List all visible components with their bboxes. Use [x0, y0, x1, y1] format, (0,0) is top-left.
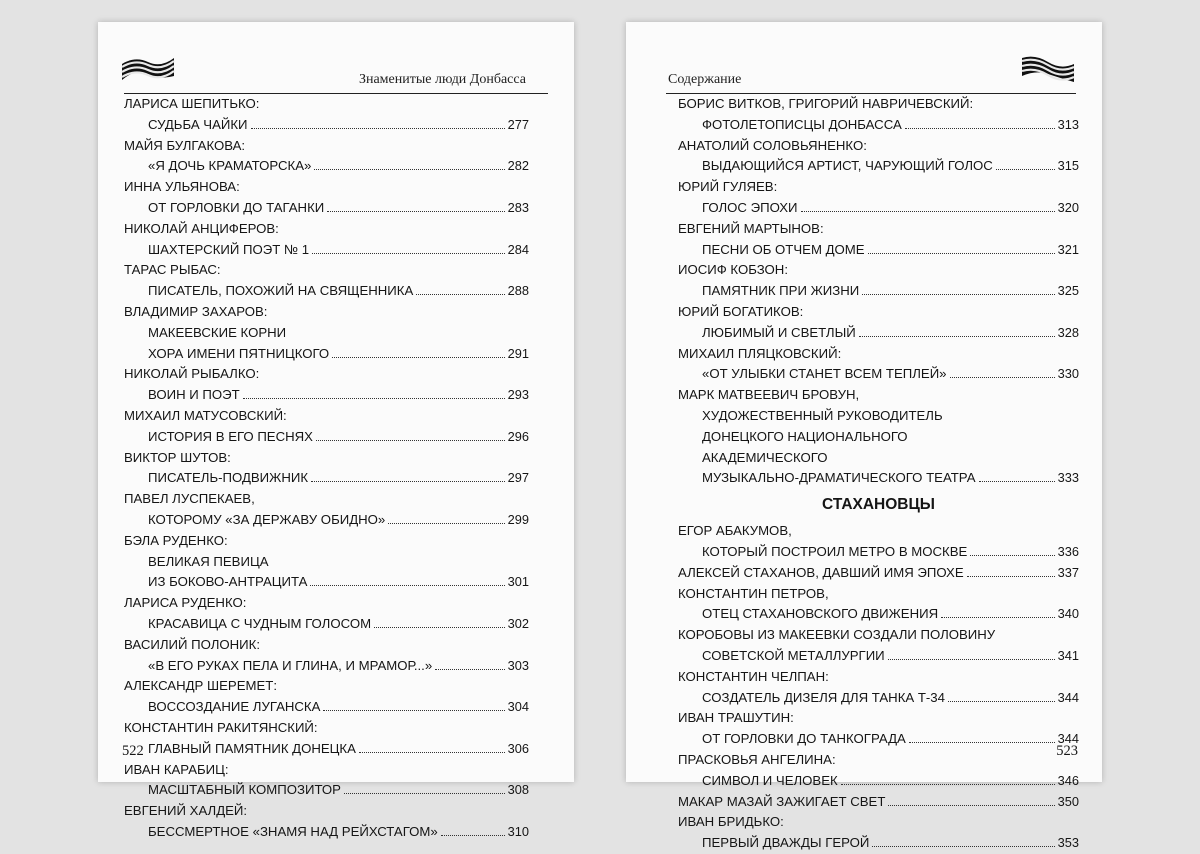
- toc-author-line: [678, 219, 1079, 240]
- toc-entry-text: ПАВЕЛ ЛУСПЕКАЕВ,: [124, 491, 255, 507]
- toc-entry-text: ОТ ГОРЛОВКИ ДО ТАГАНКИ: [148, 199, 325, 215]
- toc-page-number: 325: [1057, 283, 1079, 299]
- toc-entry-text: МИХАИЛ МАТУСОВСКИЙ:: [124, 407, 287, 423]
- toc-entry-text: ЛАРИСА ШЕПИТЬКО:: [124, 96, 260, 111]
- toc-entry-text: ХОРА ИМЕНИ ПЯТНИЦКОГО: [148, 345, 330, 361]
- toc-entry: [124, 572, 529, 593]
- toc-page-number: 315: [1057, 158, 1079, 174]
- page-number: 523: [1056, 743, 1078, 759]
- toc-entry: [678, 563, 1079, 584]
- toc-author-line: [678, 812, 1079, 833]
- dot-leader: [316, 427, 505, 441]
- toc-entry-text: ЕВГЕНИЙ МАРТЫНОВ:: [678, 220, 824, 236]
- dot-leader: [344, 780, 505, 794]
- toc-entry: [124, 697, 529, 718]
- toc-author-line: [678, 521, 1079, 542]
- toc-entry-text: ШАХТЕРСКИЙ ПОЭТ № 1: [148, 241, 310, 257]
- toc-entry: [678, 833, 1079, 854]
- toc-author-line: [678, 667, 1079, 688]
- toc-author-line: [124, 801, 529, 822]
- toc-entry: [124, 656, 529, 677]
- toc-page-number: 341: [1057, 647, 1079, 663]
- toc-entry-text: ЮРИЙ БОГАТИКОВ:: [678, 303, 804, 319]
- toc-entry-text: МИХАИЛ ПЛЯЦКОВСКИЙ:: [678, 345, 842, 361]
- toc-author-line: [124, 635, 529, 656]
- toc-entry-text: ГЛАВНЫЙ ПАМЯТНИК ДОНЕЦКА: [148, 740, 356, 756]
- toc-entry-text: СИМВОЛ И ЧЕЛОВЕК: [702, 772, 838, 788]
- st-george-ribbon-icon: [120, 52, 176, 88]
- dot-leader: [441, 822, 505, 836]
- toc-entry-text: СУДЬБА ЧАЙКИ: [148, 116, 248, 132]
- toc-entry-text: НИКОЛАЙ РЫБАЛКО:: [124, 366, 260, 382]
- toc-author-line: [678, 136, 1079, 157]
- toc-entry-text: БЭЛА РУДЕНКО:: [124, 532, 228, 548]
- dot-leader: [314, 156, 504, 170]
- toc-entry: [678, 771, 1079, 792]
- toc-page-number: 302: [507, 615, 529, 631]
- dot-leader: [905, 115, 1055, 129]
- toc-author-line: [124, 177, 529, 198]
- dot-leader: [435, 656, 504, 670]
- running-head: Знаменитые люди Донбасса: [358, 72, 526, 87]
- dot-leader: [374, 614, 505, 628]
- toc-author-line: [124, 718, 529, 739]
- toc-entry-text: ВАСИЛИЙ ПОЛОНИК:: [124, 636, 260, 652]
- toc-entry-text: ГОЛОС ЭПОХИ: [702, 199, 798, 215]
- dot-leader: [312, 240, 505, 254]
- toc-entry: [678, 156, 1079, 177]
- toc-page-number: 320: [1057, 199, 1079, 215]
- toc-author-line: [124, 302, 529, 323]
- toc-page-number: 328: [1057, 324, 1079, 340]
- toc-entry-text: АЛЕКСЕЙ СТАХАНОВ, ДАВШИЙ ИМЯ ЭПОХЕ: [678, 564, 964, 580]
- dot-leader: [859, 323, 1055, 337]
- toc-page-number: 353: [1057, 835, 1079, 851]
- toc-entry-text: ПЕРВЫЙ ДВАЖДЫ ГЕРОЙ: [702, 835, 870, 851]
- toc-author-line: [678, 406, 1079, 427]
- toc-author-line: [678, 708, 1079, 729]
- toc-entry-text: ИСТОРИЯ В ЕГО ПЕСНЯХ: [148, 428, 313, 444]
- toc-entry-text: ПАМЯТНИК ПРИ ЖИЗНИ: [702, 283, 860, 299]
- toc-page-number: 301: [507, 574, 529, 590]
- toc-entry-text: МУЗЫКАЛЬНО-ДРАМАТИЧЕСКОГО ТЕАТРА: [702, 470, 976, 486]
- dot-leader: [359, 739, 505, 753]
- toc-page-number: 291: [507, 345, 529, 361]
- toc-author-line: [124, 760, 529, 781]
- toc-entry-text: ТАРАС РЫБАС:: [124, 262, 221, 278]
- toc-author-line: [124, 448, 529, 469]
- dot-leader: [251, 115, 505, 129]
- toc-author-line: [678, 750, 1079, 771]
- toc-entry-text: ЮРИЙ ГУЛЯЕВ:: [678, 179, 778, 195]
- toc-entry-text: АНАТОЛИЙ СОЛОВЬЯНЕНКО:: [678, 137, 867, 153]
- toc-entry-text: КОНСТАНТИН ЧЕЛПАН:: [678, 668, 829, 684]
- dot-leader: [967, 563, 1055, 577]
- toc-entry-text: КОТОРЫЙ ПОСТРОИЛ МЕТРО В МОСКВЕ: [702, 543, 968, 559]
- toc-entry-text: ВИКТОР ШУТОВ:: [124, 449, 231, 465]
- toc-entry-text: СОВЕТСКОЙ МЕТАЛЛУРГИИ: [702, 647, 885, 663]
- toc-page-number: 304: [507, 699, 529, 715]
- toc-entry: [678, 240, 1079, 261]
- toc-author-line: [678, 260, 1079, 281]
- dot-leader: [801, 198, 1055, 212]
- dot-leader: [311, 468, 505, 482]
- page-number: 522: [122, 743, 144, 759]
- toc-page-number: 350: [1057, 793, 1079, 809]
- dot-leader: [323, 697, 504, 711]
- toc-entry-text: АЛЕКСАНДР ШЕРЕМЕТ:: [124, 678, 277, 694]
- toc-author-line: [124, 94, 529, 115]
- toc-entry: [124, 385, 529, 406]
- dot-leader: [243, 385, 505, 399]
- toc-author-line: [124, 593, 529, 614]
- toc-entry: [124, 156, 529, 177]
- toc-entry-text: ПЕСНИ ОБ ОТЧЕМ ДОМЕ: [702, 241, 865, 257]
- toc-entry-text: ПИСАТЕЛЬ, ПОХОЖИЙ НА СВЯЩЕННИКА: [148, 283, 414, 299]
- toc-entry: [124, 281, 529, 302]
- dot-leader: [941, 604, 1055, 618]
- toc-entry-text: КРАСАВИЦА С ЧУДНЫМ ГОЛОСОМ: [148, 615, 372, 631]
- toc-entry: [678, 792, 1079, 813]
- toc-entry-text: ЕГОР АБАКУМОВ,: [678, 523, 792, 539]
- toc-entry: [678, 364, 1079, 385]
- toc-list: [124, 94, 529, 843]
- toc-entry-text: ДОНЕЦКОГО НАЦИОНАЛЬНОГО: [702, 428, 908, 444]
- toc-page-number: 284: [507, 241, 529, 257]
- toc-entry-text: ВОИН И ПОЭТ: [148, 387, 240, 403]
- dot-leader: [872, 833, 1054, 847]
- toc-entry-text: АКАДЕМИЧЕСКОГО: [702, 449, 828, 465]
- toc-entry-text: ОТ ГОРЛОВКИ ДО ТАНКОГРАДА: [702, 731, 906, 747]
- dot-leader: [327, 198, 504, 212]
- toc-page-number: 283: [507, 199, 529, 215]
- toc-list: [678, 94, 1079, 854]
- toc-author-line: [124, 676, 529, 697]
- toc-entry-text: МАКЕЕВСКИЕ КОРНИ: [148, 324, 287, 340]
- toc-entry-text: ФОТОЛЕТОПИСЦЫ ДОНБАССА: [702, 116, 902, 132]
- toc-entry-text: КОТОРОМУ «ЗА ДЕРЖАВУ ОБИДНО»: [148, 511, 386, 527]
- toc-author-line: [124, 552, 529, 573]
- toc-entry: [678, 115, 1079, 136]
- dot-leader: [888, 792, 1054, 806]
- toc-entry-text: ИЗ БОКОВО-АНТРАЦИТА: [148, 574, 308, 590]
- toc-author-line: [678, 344, 1079, 365]
- toc-page-number: 303: [507, 657, 529, 673]
- toc-page-number: 306: [507, 740, 529, 756]
- toc-entry: [124, 614, 529, 635]
- toc-entry: [678, 468, 1079, 489]
- toc-entry: [678, 604, 1079, 625]
- toc-page-number: 340: [1057, 606, 1079, 622]
- toc-entry: [678, 323, 1079, 344]
- toc-entry-text: ЛАРИСА РУДЕНКО:: [124, 595, 247, 611]
- dot-leader: [888, 646, 1055, 660]
- toc-entry-text: МАКАР МАЗАЙ ЗАЖИГАЕТ СВЕТ: [678, 793, 886, 809]
- toc-entry-text: МАСШТАБНЫЙ КОМПОЗИТОР: [148, 782, 341, 798]
- toc-entry: [678, 646, 1079, 667]
- toc-entry-text: ПРАСКОВЬЯ АНГЕЛИНА:: [678, 751, 836, 767]
- toc-entry: [124, 198, 529, 219]
- dot-leader: [332, 344, 504, 358]
- st-george-ribbon-icon: [1020, 52, 1076, 88]
- toc-entry-text: МАЙЯ БУЛГАКОВА:: [124, 137, 246, 153]
- toc-page-number: 321: [1057, 241, 1079, 257]
- left-page: [98, 22, 574, 839]
- toc-entry-text: ХУДОЖЕСТВЕННЫЙ РУКОВОДИТЕЛЬ: [702, 407, 943, 423]
- toc-author-line: [124, 489, 529, 510]
- toc-entry: [124, 739, 529, 760]
- toc-entry: [124, 344, 529, 365]
- toc-entry: [124, 822, 529, 843]
- toc-entry-text: НИКОЛАЙ АНЦИФЕРОВ:: [124, 220, 279, 236]
- toc-page-number: 308: [507, 782, 529, 798]
- toc-entry: [124, 115, 529, 136]
- toc-entry-text: БЕССМЕРТНОЕ «ЗНАМЯ НАД РЕЙХСТАГОМ»: [148, 823, 438, 839]
- toc-author-line: [678, 448, 1079, 469]
- toc-entry-text: ВЛАДИМИР ЗАХАРОВ:: [124, 303, 268, 319]
- toc-author-line: [678, 584, 1079, 605]
- toc-entry: [678, 198, 1079, 219]
- dot-leader: [862, 281, 1054, 295]
- toc-entry-text: МАРК МАТВЕЕВИЧ БРОВУН,: [678, 387, 860, 403]
- dot-leader: [909, 729, 1055, 743]
- toc-entry: [678, 281, 1079, 302]
- toc-entry-text: «Я ДОЧЬ КРАМАТОРСКА»: [148, 158, 312, 174]
- toc-author-line: [678, 625, 1079, 646]
- toc-page-number: 310: [507, 823, 529, 839]
- toc-entry-text: КОРОБОВЫ ИЗ МАКЕЕВКИ СОЗДАЛИ ПОЛОВИНУ: [678, 627, 996, 643]
- toc-entry: [124, 510, 529, 531]
- toc-entry-text: ЕВГЕНИЙ ХАЛДЕЙ:: [124, 803, 248, 819]
- toc-entry: [124, 780, 529, 801]
- toc-author-line: [124, 136, 529, 157]
- toc-author-line: [124, 323, 529, 344]
- dot-leader: [950, 364, 1055, 378]
- toc-author-line: [678, 427, 1079, 448]
- toc-page-number: 282: [507, 158, 529, 174]
- toc-page-number: 333: [1057, 470, 1079, 486]
- dot-leader: [868, 240, 1055, 254]
- toc-author-line: [678, 302, 1079, 323]
- toc-page-number: 277: [507, 116, 529, 132]
- dot-leader: [841, 771, 1055, 785]
- toc-page-number: 337: [1057, 564, 1079, 580]
- toc-entry-text: СОЗДАТЕЛЬ ДИЗЕЛЯ ДЛЯ ТАНКА Т-34: [702, 689, 945, 705]
- toc-entry-text: ВЕЛИКАЯ ПЕВИЦА: [148, 553, 269, 569]
- dot-leader: [996, 156, 1055, 170]
- dot-leader: [388, 510, 504, 524]
- toc-author-line: [678, 385, 1079, 406]
- toc-entry-text: ИВАН ТРАШУТИН:: [678, 710, 794, 726]
- toc-entry-text: ПИСАТЕЛЬ-ПОДВИЖНИК: [148, 470, 309, 486]
- toc-entry-text: ИВАН КАРАБИЦ:: [124, 761, 229, 777]
- toc-page-number: 288: [507, 283, 529, 299]
- running-head: Содержание: [668, 72, 742, 87]
- dot-leader: [948, 688, 1055, 702]
- toc-page-number: 344: [1057, 731, 1079, 747]
- toc-author-line: [678, 177, 1079, 198]
- toc-entry-text: ОТЕЦ СТАХАНОВСКОГО ДВИЖЕНИЯ: [702, 606, 939, 622]
- toc-entry-text: ВЫДАЮЩИЙСЯ АРТИСТ, ЧАРУЮЩИЙ ГОЛОС: [702, 158, 993, 174]
- toc-page-number: 336: [1057, 543, 1079, 559]
- toc-entry-text: ИВАН БРИДЬКО:: [678, 814, 784, 830]
- toc-author-line: [124, 364, 529, 385]
- toc-entry: [678, 542, 1079, 563]
- toc-entry-text: «В ЕГО РУКАХ ПЕЛА И ГЛИНА, И МРАМОР...»: [148, 657, 433, 673]
- toc-author-line: [124, 406, 529, 427]
- toc-page-number: 297: [507, 470, 529, 486]
- toc-page-number: 346: [1057, 772, 1079, 788]
- right-page: [626, 22, 1102, 851]
- toc-page-number: 313: [1057, 116, 1079, 132]
- toc-author-line: [124, 219, 529, 240]
- toc-entry-text: КОНСТАНТИН ПЕТРОВ,: [678, 585, 829, 601]
- toc-entry: [124, 468, 529, 489]
- dot-leader: [979, 468, 1055, 482]
- toc-page-number: 299: [507, 511, 529, 527]
- section-heading: СТАХАНОВЦЫ: [822, 496, 935, 514]
- toc-page-number: 296: [507, 428, 529, 444]
- toc-entry-text: ВОССОЗДАНИЕ ЛУГАНСКА: [148, 699, 321, 715]
- toc-entry-text: КОНСТАНТИН РАКИТЯНСКИЙ:: [124, 719, 318, 735]
- toc-entry: [678, 688, 1079, 709]
- toc-entry: [124, 427, 529, 448]
- toc-entry-text: ЛЮБИМЫЙ И СВЕТЛЫЙ: [702, 324, 856, 340]
- dot-leader: [970, 542, 1054, 556]
- toc-page-number: 344: [1057, 689, 1079, 705]
- toc-entry-text: ИОСИФ КОБЗОН:: [678, 262, 788, 278]
- toc-page-number: 330: [1057, 366, 1079, 382]
- toc-author-line: [124, 260, 529, 281]
- dot-leader: [416, 281, 504, 295]
- toc-page-number: 293: [507, 387, 529, 403]
- toc-entry-text: БОРИС ВИТКОВ, ГРИГОРИЙ НАВРИЧЕВСКИЙ:: [678, 96, 974, 111]
- dot-leader: [310, 572, 504, 586]
- toc-author-line: [124, 531, 529, 552]
- toc-entry: [678, 729, 1079, 750]
- toc-entry-text: «ОТ УЛЫБКИ СТАНЕТ ВСЕМ ТЕПЛЕЙ»: [702, 366, 947, 382]
- toc-entry: [124, 240, 529, 261]
- toc-author-line: [678, 94, 1079, 115]
- toc-entry-text: ИННА УЛЬЯНОВА:: [124, 179, 240, 195]
